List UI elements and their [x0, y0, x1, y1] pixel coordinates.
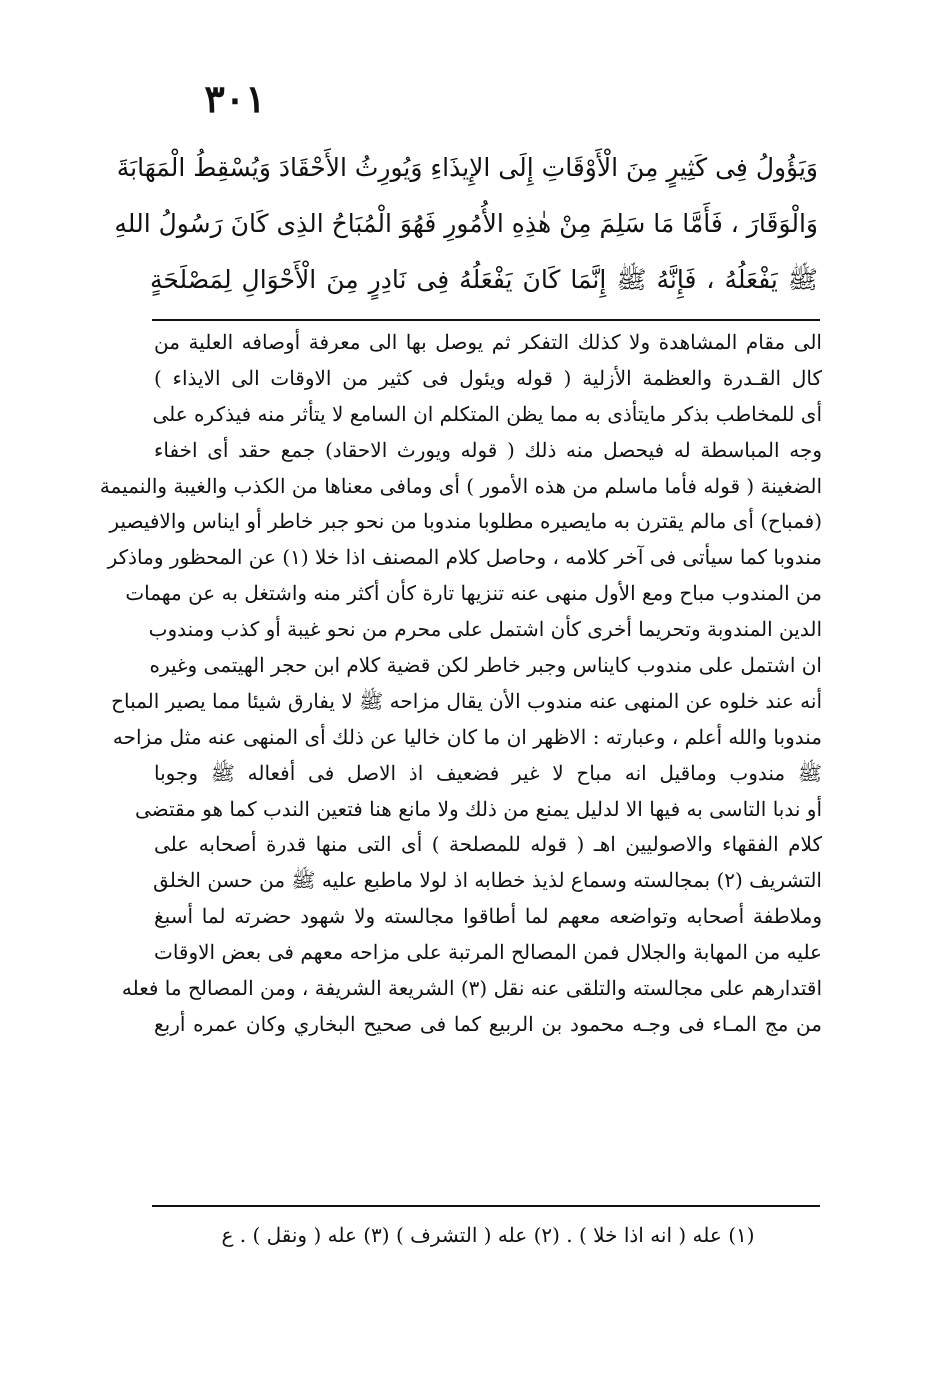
- commentary-line: كلام الفقهاء والاصوليين اهـ ( قوله للمصلحة ) أى التى منها قدرة أصحابه على: [154, 832, 822, 857]
- commentary-line: من مج المـاء فى وجـه محمود بن الربيع كما فى صحيح البخاري وكان عمره أربع: [154, 1011, 822, 1036]
- commentary-line: الضغينة ( قوله فأما ماسلم من هذه الأمور ) أى ومافى معناها من الكذب والغيبة والنميمة: [99, 473, 822, 498]
- commentary-line: وملاطفة أصحابه وتواضعه معهم لما أطاقوا مجالسته ولا شهود حضرته لما أسبغ: [154, 904, 822, 929]
- page-number: ٣٠١: [204, 76, 266, 121]
- commentary-line: أو ندبا التاسى به فيها الا لدليل يمنع من ذلك ولا مانع هنا فتعين الندب كما هو مقتضى: [134, 796, 822, 821]
- commentary-line: التشريف (٢) بمجالسته وسماع لذيذ خطابه اذ لولا ماطبع عليه ﷺ من حسن الخلق: [153, 868, 822, 893]
- commentary-line: مندوبا كما سيأتى فى آخر كلامه ، وحاصل كلام المصنف اذا خلا (١) عن المحظور وماذكر: [107, 545, 822, 570]
- footnote-divider: [152, 1205, 820, 1207]
- main-text: [114, 140, 818, 308]
- main-text-line: ﷺ يَفْعَلُهُ ، فَإِنَّهُ ﷺ إِنَّمَا كَانَ يَفْعَلُهُ فِى نَادِرٍ مِنَ الْأَحْوَالِ لِمَصْلَحَةٍ: [150, 265, 818, 294]
- commentary-line: اقتدارهم على مجالسته والتلقى عنه نقل (٣) الشريعة الشريفة ، ومن المصالح ما فعله: [121, 976, 822, 1001]
- footnote: (١) عله ( انه اذا خلا ) . (٢) عله ( التشرف ) (٣) عله ( ونقل ) . ع: [221, 1223, 755, 1247]
- commentary-line: ان اشتمل على مندوب كايناس وجبر خاطر لكن قضية كلام ابن حجر الهيتمى وغيره: [149, 653, 822, 678]
- main-text-line: وَالْوَقَارَ ، فَأَمَّا مَا سَلِمَ مِنْ هٰذِهِ الأُمُورِ فَهُوَ الْمُبَاحُ الذِى كَانَ رَسُولُ اللهِ: [114, 209, 818, 238]
- commentary-line: كال القـدرة والعظمة الأزلية ( قوله ويئول فى كثير من الاوقات الى الايذاء ): [154, 365, 822, 390]
- commentary-line: عليه من المهابة والجلال فمن المصالح المرتبة على مزاحه معهم فى بعض الاوقات: [154, 940, 822, 965]
- commentary-line: من المندوب مباح ومع الأول منهى عنه تنزيها تارة كأن أكثر منه واشتغل به عن مهمات: [125, 581, 822, 606]
- text-divider: [152, 319, 820, 321]
- commentary-text: [99, 325, 822, 1043]
- commentary-line: الى مقام المشاهدة ولا كذلك التفكر ثم يوصل بها الى معرفة أوصافه العلية من: [154, 330, 822, 354]
- main-text-line: وَيَؤُولُ فِى كَثِيرٍ مِنَ الْأَوْقَاتِ إِلَى الإِيذَاءِ وَيُورِثُ الأَحْقَادَ وَيُسْقِطُ الْمَهَابَةَ: [116, 153, 818, 182]
- commentary-line: ﷺ مندوب وماقيل انه مباح لا غير فضعيف اذ الاصل فى أفعاله ﷺ وجوبا: [154, 760, 822, 785]
- commentary-line: (فمباح) أى مالم يقترن به مايصيره مطلوبا مندوبا من نحو جبر خاطر أو ايناس والافيصير: [109, 509, 822, 534]
- commentary-line: مندوبا والله أعلم ، وعبارته : الاظهر ان ما كان خاليا عن ذلك أى المنهى عنه مثل مزاحه: [112, 724, 822, 749]
- commentary-line: أى للمخاطب بذكر مايتأذى به مما يظن المتكلم ان السامع لا يتأثر منه فيذكره على: [152, 401, 822, 426]
- commentary-line: أنه عند خلوه عن المنهى عنه مندوب الأن يقال مزاحه ﷺ لا يفارق شيئا مما يصير المباح: [111, 688, 822, 713]
- commentary-line: وجه المباسطة له فيحصل منه ذلك ( قوله ويورث الاحقاد) جمع حقد أى اخفاء: [154, 437, 822, 462]
- commentary-line: الدين المندوبة وتحريما أخرى كأن اشتمل على محرم من نحو غيبة أو كذب ومندوب: [148, 617, 822, 642]
